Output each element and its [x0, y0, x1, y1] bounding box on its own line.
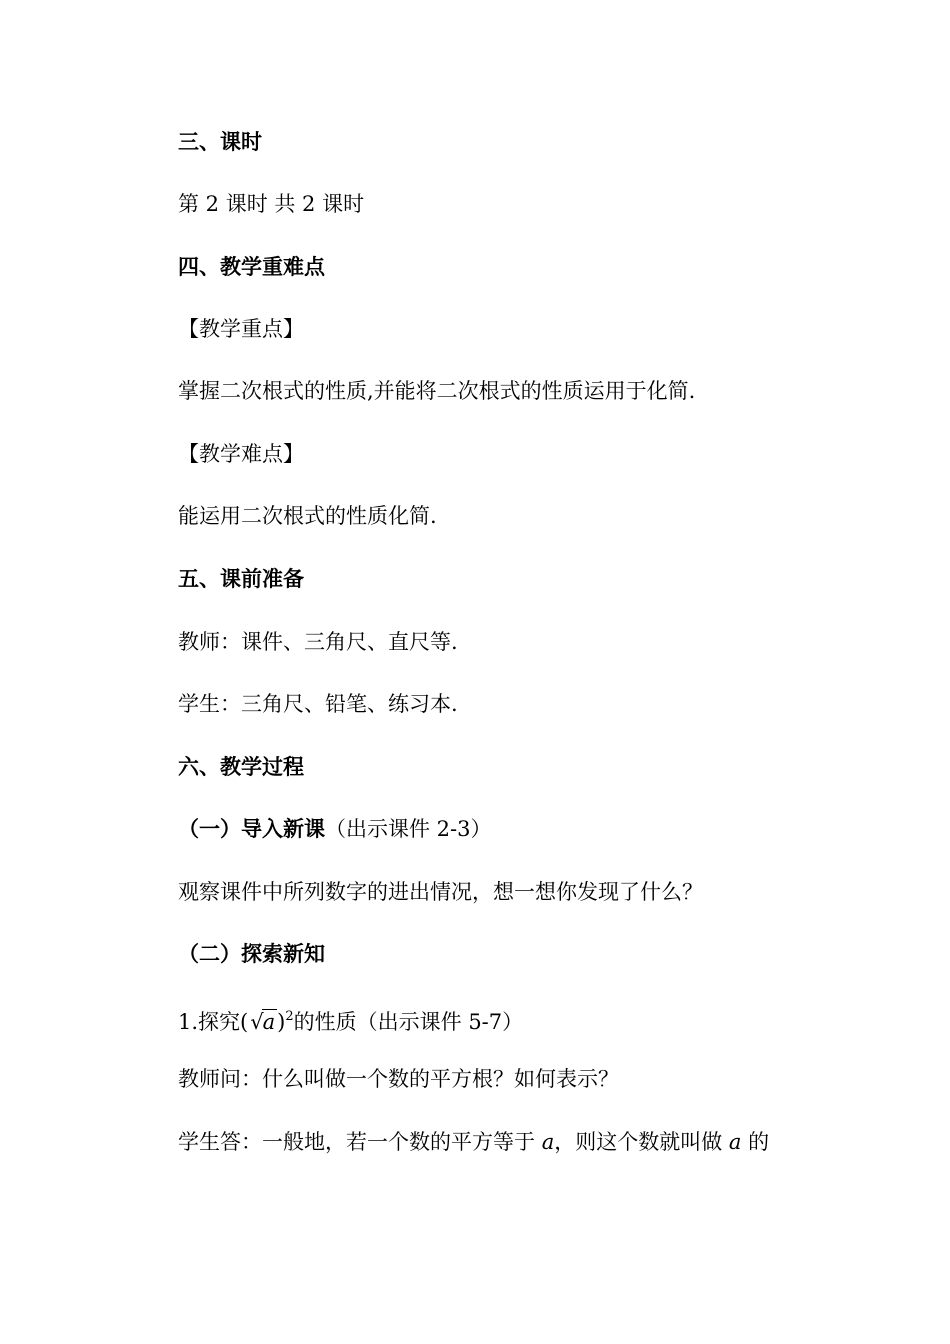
key-point-label: 【教学重点】 — [178, 317, 304, 341]
section-3-title: 三、课时 — [178, 129, 262, 154]
student-answer — [178, 1128, 769, 1156]
part-1-heading — [178, 815, 492, 843]
item-1-suffix: 的性质（出示课件 5-7） — [293, 1010, 524, 1034]
radicand: a — [262, 1010, 276, 1034]
difficulty-label: 【教学难点】 — [178, 442, 304, 466]
student-answer-pre: 学生答：一般地，若一个数的平方等于 — [178, 1130, 542, 1154]
section-5-title: 五、课前准备 — [178, 566, 304, 591]
item-1-close: ) — [277, 1010, 286, 1034]
part-1-note: （出示课件 2-3） — [325, 817, 492, 841]
item-1-exponent: 2 — [285, 1009, 294, 1024]
student-answer-post: 的 — [741, 1130, 770, 1154]
variable-a: a — [541, 1130, 555, 1154]
difficulty-text: 能运用二次根式的性质化简. — [178, 504, 437, 528]
part-1-title: （一）导入新课 — [178, 816, 325, 841]
part-2-title: （二）探索新知 — [178, 941, 325, 966]
item-1-prefix: 1.探究( — [178, 1010, 249, 1034]
student-answer-mid: ，则这个数就叫做 — [554, 1130, 729, 1154]
sqrt-expression — [248, 1008, 277, 1036]
student-prep: 学生：三角尺、铅笔、练习本. — [178, 692, 458, 716]
section-6-title: 六、教学过程 — [178, 754, 304, 779]
radical-sign: √ — [250, 1010, 264, 1034]
variable-a: a — [728, 1130, 742, 1154]
teacher-prep: 教师：课件、三角尺、直尺等. — [178, 630, 458, 654]
section-3-text: 第 2 课时 共 2 课时 — [178, 192, 365, 216]
item-1-heading — [178, 1003, 523, 1036]
teacher-question: 教师问：什么叫做一个数的平方根？如何表示？ — [178, 1067, 619, 1091]
key-point-text: 掌握二次根式的性质,并能将二次根式的性质运用于化简. — [178, 379, 696, 403]
part-1-text: 观察课件中所列数字的进出情况，想一想你发现了什么？ — [178, 880, 703, 904]
section-4-title: 四、教学重难点 — [178, 254, 325, 279]
